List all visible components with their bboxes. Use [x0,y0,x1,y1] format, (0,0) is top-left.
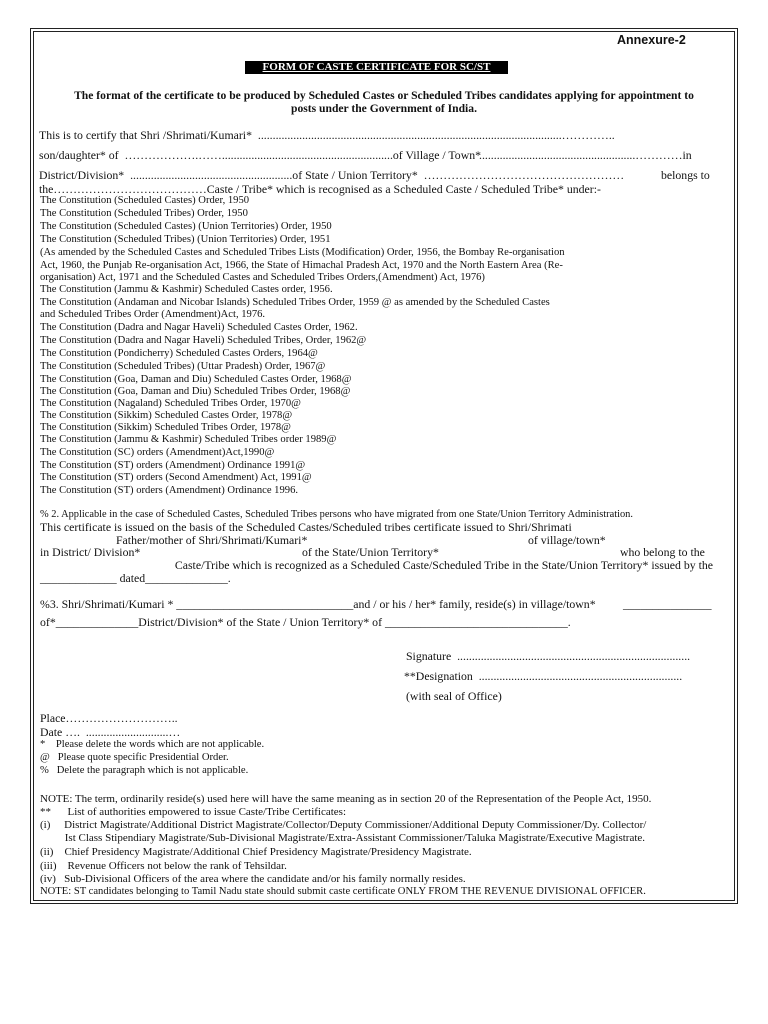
certify-line-2: son/daughter* of ……………….……..........................................................of Village / Town* [39,148,482,162]
para2-line-3: in District/ Division* [40,545,141,559]
order-item: The Constitution (Scheduled Tribes) (Union Territories) Order, 1951 [40,234,331,245]
order-item: Act, 1960, the Punjab Re-organisation Act, 1966, the State of Himachal Pradesh Act, 1970 and the North Eastern Area (Re- [40,260,563,271]
footnote-star: * Please delete the words which are not applicable. [40,739,265,750]
note-residence: NOTE: The term, ordinarily reside(s) used here will have the same meaning as in section 20 of the Representation of the People Act, 1950. [40,793,652,805]
note-tamil-nadu: NOTE: ST candidates belonging to Tamil Nadu state should submit caste certificate ONLY FROM THE REVENUE DIVISIONAL OFFICER. [40,886,646,897]
order-item: organisation) Act, 1971 and the Scheduled Castes and Scheduled Tribes Orders,(Amendment) Act, 1976) [40,272,485,283]
para3-line-1: %3. Shri/Shrimati/Kumari * ______________________________and / or his / her* family, reside(s) in village/town* [40,597,596,611]
order-item: The Constitution (Andaman and Nicobar Islands) Scheduled Tribes Order, 1959 @ as amended by the Scheduled Castes [40,297,550,308]
order-item: The Constitution (Sikkim) Scheduled Castes Order, 1978@ [40,410,293,421]
order-item: The Constitution (Scheduled Tribes) Order, 1950 [40,208,248,219]
certify-line-3: District/Division* .......................................................of State / Union Territory* …………………………………………… [39,168,625,182]
footnote-at: @ Please quote specific Presidential Order. [40,752,229,763]
order-item: The Constitution (Jammu & Kashmir) Scheduled Tribes order 1989@ [40,434,337,445]
order-item: The Constitution (Goa, Daman and Diu) Scheduled Tribes Order, 1968@ [40,386,351,397]
authority-i-line-2: Ist Class Stipendiary Magistrate/Sub-Divisional Magistrate/Extra-Assistant Commissioner/Taluka Magistrate/Executive Magistrate. [40,832,646,844]
para2-line-3-mid: of the State/Union Territory* [302,545,439,559]
para2-line-1: This certificate is issued on the basis of the Scheduled Castes/Scheduled tribes certificate issued to Shri/Shrimati [40,520,572,534]
order-item: The Constitution (Dadra and Nagar Haveli) Scheduled Castes Order, 1962. [40,322,358,333]
form-title: FORM OF CASTE CERTIFICATE FOR SC/ST [245,61,508,74]
para3-line-1-end: _______________ [623,597,712,611]
intro-line-1: The format of the certificate to be produced by Scheduled Castes or Scheduled Tribes candidates applying for appointment to [74,89,694,102]
para3-line-2: of*______________District/Division* of the State / Union Territory* of _______________________________. [40,615,571,629]
order-item: The Constitution (Pondicherry) Scheduled Castes Orders, 1964@ [40,348,318,359]
order-item: and Scheduled Tribes Order (Amendment)Act, 1976. [40,309,266,320]
order-item: The Constitution (Sikkim) Scheduled Tribes Order, 1978@ [40,422,291,433]
para2-line-2-end: of village/town* [528,533,606,547]
order-item: The Constitution (ST) orders (Amendment) Ordinance 1991@ [40,460,306,471]
order-item: The Constitution (ST) orders (Amendment) Ordinance 1996. [40,485,299,496]
para2-line-2: Father/mother of Shri/Shrimati/Kumari* [116,533,308,547]
authority-iv: (iv) Sub-Divisional Officers of the area where the candidate and/or his family normally resides. [40,873,466,885]
certify-line-1: This is to certify that Shri /Shrimati/Kumari* .......................................................................................................………….. [39,128,615,142]
authority-iii: (iii) Revenue Officers not below the rank of Tehsildar. [40,860,287,872]
order-item: The Constitution (SC) orders (Amendment)Act,1990@ [40,447,275,458]
order-item: The Constitution (Jammu & Kashmir) Scheduled Castes order, 1956. [40,284,333,295]
order-item: The Constitution (Goa, Daman and Diu) Scheduled Castes Order, 1968@ [40,374,352,385]
seal-line: (with seal of Office) [406,689,502,703]
order-item: The Constitution (Scheduled Castes) (Union Territories) Order, 1950 [40,221,332,232]
certify-line-4: the…………………………………Caste / Tribe* which is recognised as a Scheduled Caste / Scheduled Tribe* under:- [39,182,601,196]
authorities-heading: ** List of authorities empowered to issue Caste/Tribe Certificates: [40,806,347,818]
order-item: The Constitution (ST) orders (Second Amendment) Act, 1991@ [40,472,312,483]
para2-line-5: _____________ dated______________. [40,571,231,585]
authority-i-line-1: (i) District Magistrate/Additional District Magistrate/Collector/Deputy Commissioner/Additional Deputy Commissioner/Dy. Collector/ [40,819,647,831]
intro-line-2: posts under the Government of India. [291,102,477,115]
authority-ii: (ii) Chief Presidency Magistrate/Additional Chief Presidency Magistrate/Presidency Magistrate. [40,846,472,858]
footnote-percent: % Delete the paragraph which is not applicable. [40,765,249,776]
para2-heading: % 2. Applicable in the case of Scheduled Castes, Scheduled Tribes persons who have migrated from one State/Union Territory Administration. [40,509,633,520]
order-item: The Constitution (Scheduled Castes) Order, 1950 [40,195,250,206]
designation-line: **Designation ..................................................................... [404,669,683,683]
order-item: The Constitution (Scheduled Tribes) (Uttar Pradesh) Order, 1967@ [40,361,326,372]
certify-line-3-end: belongs to [661,168,710,182]
signature-line: Signature ............................................................................... [406,649,691,663]
order-item: The Constitution (Dadra and Nagar Haveli) Scheduled Tribes, Order, 1962@ [40,335,367,346]
order-item: The Constitution (Nagaland) Scheduled Tribes Order, 1970@ [40,398,301,409]
para2-line-3-end: who belong to the [620,545,705,559]
para2-line-4: Caste/Tribe which is recognized as a Scheduled Caste/Scheduled Tribe in the State/Union Territory* issued by the [174,558,713,572]
place-line: Place……………………….. [40,711,178,725]
annexure-label: Annexure-2 [617,33,686,47]
date-line: Date …. ............................… [40,725,181,739]
certify-line-2-end: .....................................................…………in [479,148,692,162]
order-item: (As amended by the Scheduled Castes and Scheduled Tribes Lists (Modification) Order, 1956, the Bombay Re-organisation [40,247,565,258]
